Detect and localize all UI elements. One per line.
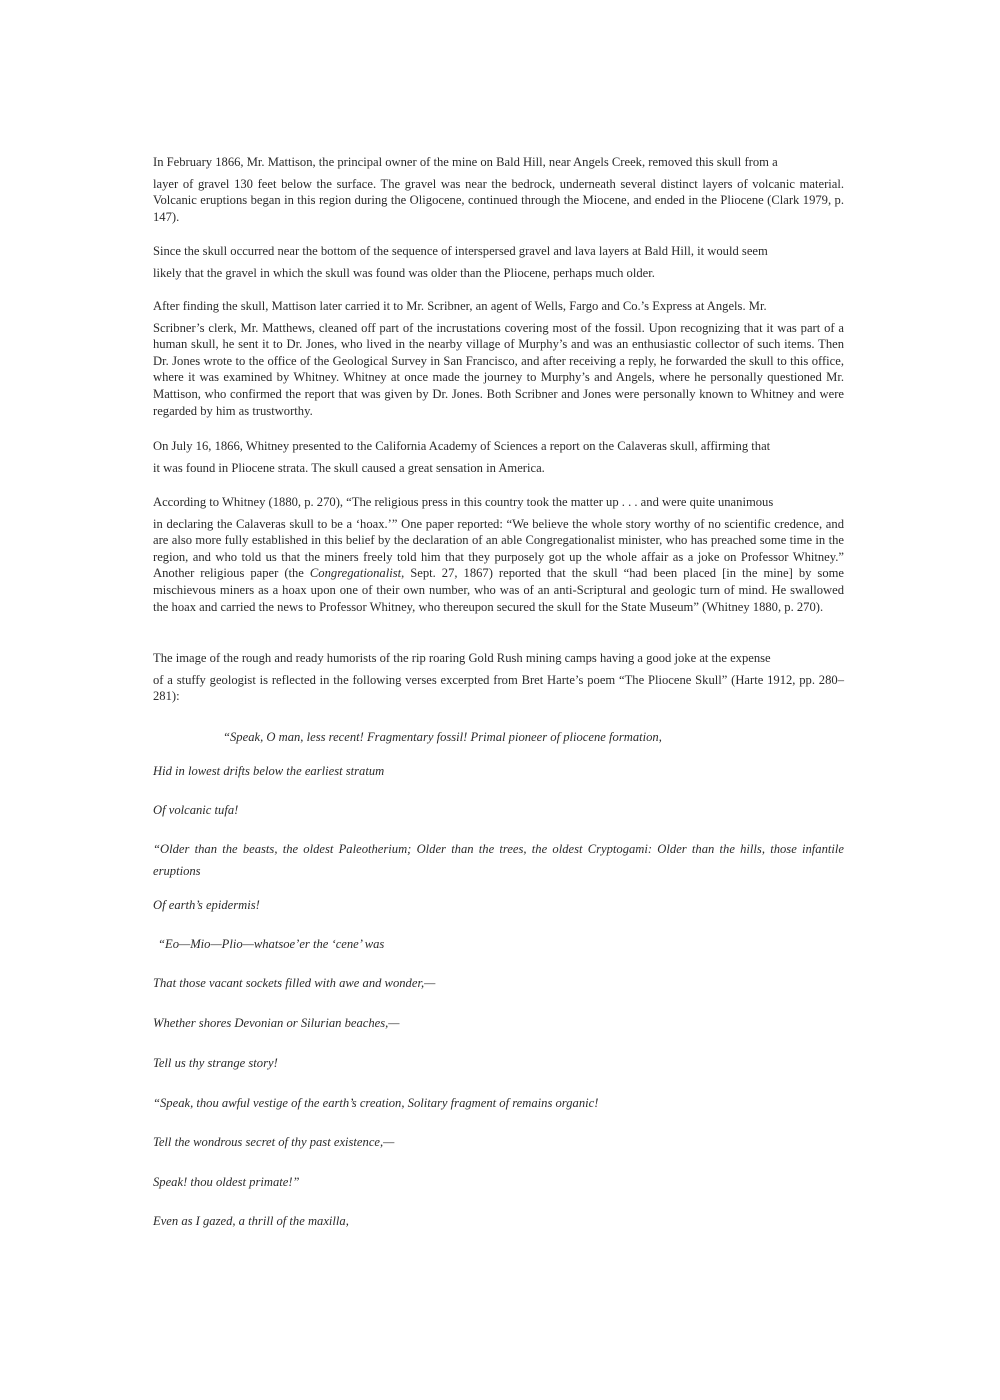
paragraph-humorists — [153, 650, 844, 705]
poem-line: Speak! thou oldest primate!” — [153, 1175, 300, 1189]
poem-line: “Older than the beasts, the oldest Paleotherium; Older than the trees, the oldest Cryptogami: Older than the hills, those infantile eruptions — [153, 842, 844, 878]
paragraph-report — [153, 438, 770, 476]
paragraph-line: On July 16, 1866, Whitney presented to the California Academy of Sciences a report on the Calaveras skull, affirming that — [153, 439, 771, 453]
paragraph-text: Scribner’s clerk, Mr. Matthews, cleaned off part of the incrustations covering most of the fossil. Upon recognizing that it was part of a human skull, he sent it to Dr. Jones, who lived in the nearby village of Murphy’s and was an enthusiastic collector of such items. Then Dr. Jones wrote to the office of the Geological Survey in San Francisco, and after receiving a reply, he forwarded the skull to this office, where it was examined by Whitney. Whitney at once made the journey to Murphy’s and Angels, where he personally questioned Mr. Mattison, who confirmed the report that was given by Dr. Jones. Both Scribner and Jones were personally known to Whitney and were regarded by him as trustworthy. — [153, 320, 844, 418]
poem-line: Tell the wondrous secret of thy past existence,— — [153, 1135, 395, 1149]
poem-line: Of volcanic tufa! — [153, 803, 239, 817]
paragraph-line: Since the skull occurred near the bottom of the sequence of interspersed gravel and lava layers at Bald Hill, it would seem — [153, 244, 768, 258]
paragraph-text: likely that the gravel in which the skull was found was older than the Pliocene, perhaps much older. — [153, 265, 655, 280]
poem-line: Even as I gazed, a thrill of the maxilla, — [153, 1214, 349, 1228]
poem-line: Hid in lowest drifts below the earliest stratum — [153, 764, 385, 778]
paragraph-discovery — [153, 154, 844, 225]
paragraph-emphasis: Congregationalist — [309, 566, 402, 581]
paragraph-line: After finding the skull, Mattison later carried it to Mr. Scribner, an agent of Wells, Fargo and Co.’s Express at Angels. Mr. — [153, 299, 767, 313]
paragraph-sequence — [153, 243, 768, 281]
paragraph-text: of a stuffy geologist is reflected in the following verses excerpted from Bret Harte’s poem “The Pliocene Skull” (Harte 1912, pp. 280–281): — [153, 672, 844, 704]
paragraph-provenance — [153, 298, 844, 419]
paragraph-text: , Sept. 27, 1867) reported that the skull “had been placed [in the mine] by some mischievous miners as a hoax upon one of their own number, who was of an anti-Scriptural and geologic turn of mind. He swallowed the hoax and carried the news to Professor Whitney, who thereupon secured the skull for the State Museum” (Whitney 1880, p. 270). — [153, 566, 845, 614]
paragraph-line: According to Whitney (1880, p. 270), “The religious press in this country took the matter up . . . and were quite unanimous — [153, 495, 774, 509]
paragraph-line: In February 1866, Mr. Mattison, the principal owner of the mine on Bald Hill, near Angels Creek, removed this skull from a — [153, 155, 778, 169]
poem-line: That those vacant sockets filled with awe and wonder,— — [153, 976, 436, 990]
poem-line: Tell us thy strange story! — [153, 1056, 278, 1070]
poem-line: “Speak, O man, less recent! Fragmentary fossil! Primal pioneer of pliocene formation, — [223, 730, 662, 744]
paragraph-line: The image of the rough and ready humorists of the rip roaring Gold Rush mining camps having a good joke at the expense — [153, 651, 771, 665]
paragraph-text: in declaring the Calaveras skull to be a ‘hoax.’” One paper reported: “We believe the whole story worthy of no scientific credence, and are also more fully established in this belief by the declaration of an able Congregationalist minister, who has preached some time in the region, and who told us that the miners freely told him that they purposely got up the whole affair as a joke on Professor Whitney.” Another religious paper (the — [153, 516, 844, 581]
poem-line: Of earth’s epidermis! — [153, 898, 260, 912]
poem-line: “Eo—Mio—Plio—whatsoe’er the ‘cene’ was — [158, 937, 385, 951]
poem-line: “Speak, thou awful vestige of the earth’s creation, Solitary fragment of remains organic! — [153, 1096, 599, 1110]
paragraph-hoax — [153, 494, 844, 615]
poem-line: Whether shores Devonian or Silurian beaches,— — [153, 1016, 400, 1030]
paragraph-text: layer of gravel 130 feet below the surface. The gravel was near the bedrock, underneath several distinct layers of volcanic material. Volcanic eruptions began in this region during the Oligocene, continued through the Miocene, and ended in the Pliocene (Clark 1979, p. 147). — [153, 176, 844, 224]
paragraph-text: it was found in Pliocene strata. The skull caused a great sensation in America. — [153, 460, 545, 475]
